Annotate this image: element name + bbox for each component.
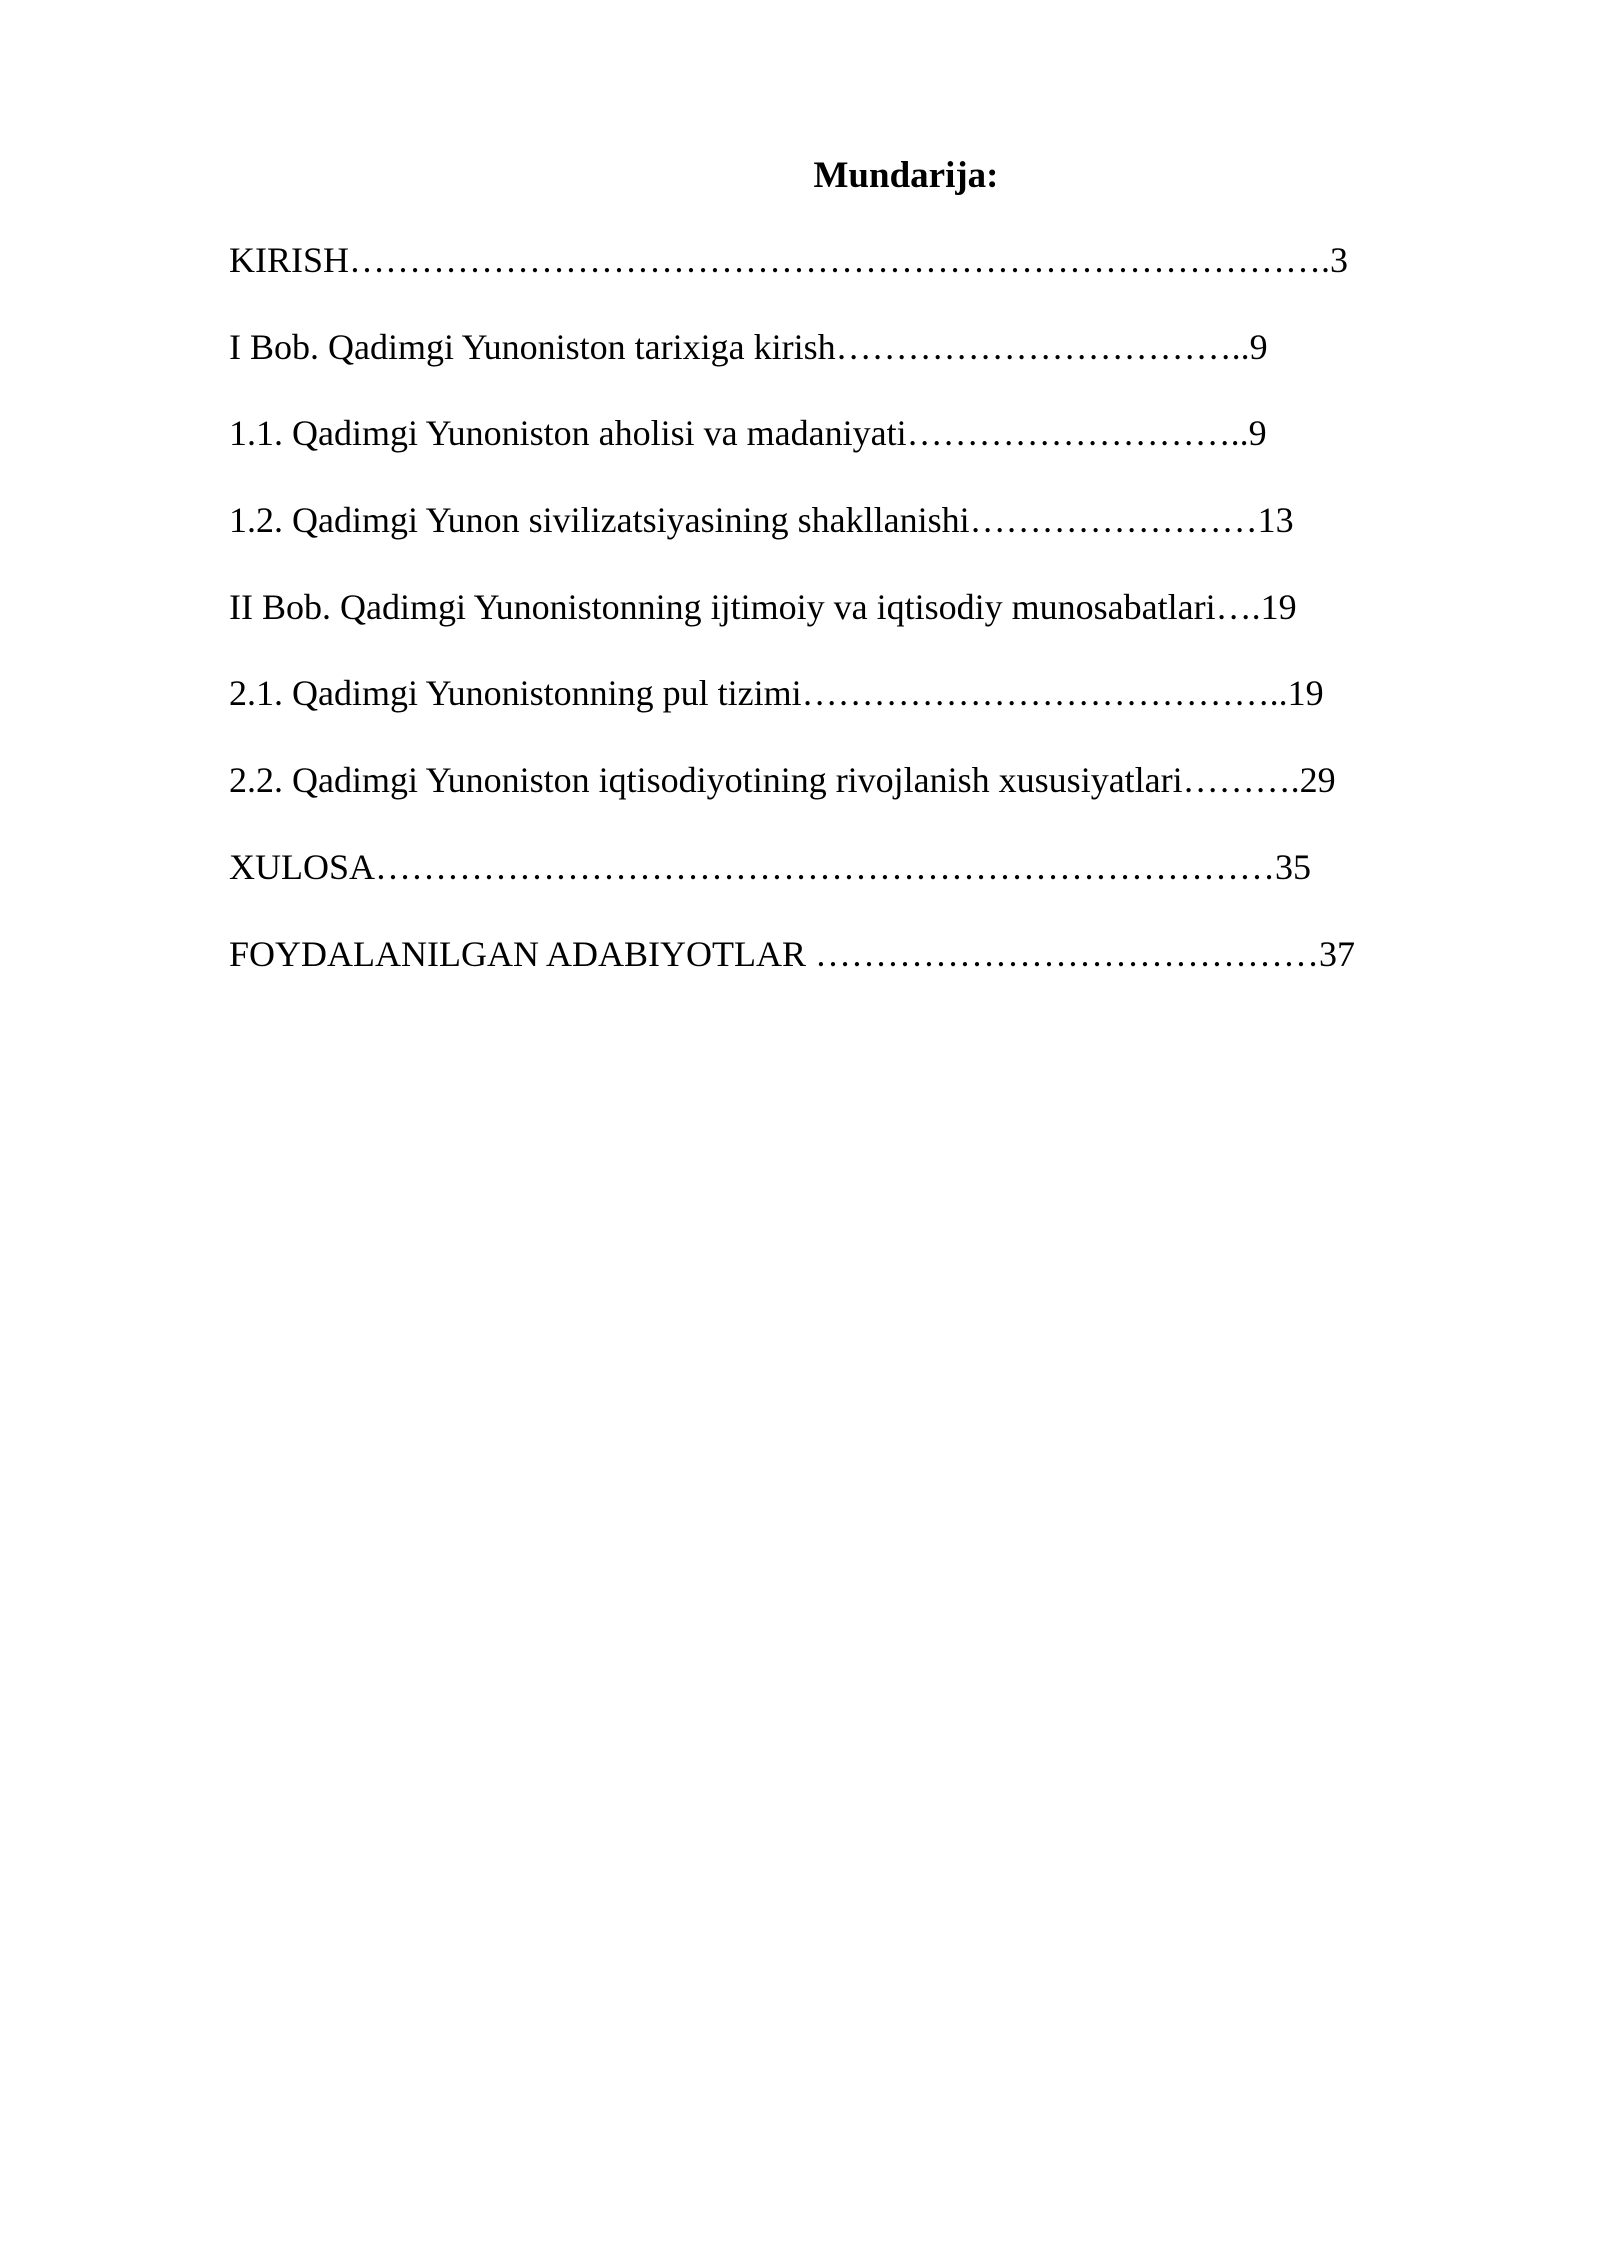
toc-entry-introduction: KIRISH……………………………………………………………………….3 bbox=[229, 240, 1349, 280]
table-of-contents bbox=[229, 234, 1355, 1014]
toc-entry-section-1-1: 1.1. Qadimgi Yunoniston aholisi va madaniyati………………………..9 bbox=[229, 413, 1267, 454]
toc-entry-references: FOYDALANILGAN ADABIYOTLAR ……………………………………37 bbox=[229, 933, 1355, 974]
toc-entry-chapter-2: II Bob. Qadimgi Yunonistonning ijtimoiy va iqtisodiy munosabatlari….19 bbox=[229, 586, 1297, 627]
toc-entry-section-2-1: 2.1. Qadimgi Yunonistonning pul tizimi…………………………………..19 bbox=[229, 673, 1324, 714]
toc-entry-section-1-2: 1.2. Qadimgi Yunon sivilizatsiyasining shakllanishi……………………13 bbox=[229, 500, 1294, 541]
toc-entry-conclusion: XULOSA…………………………………………………………………35 bbox=[229, 846, 1312, 887]
toc-entry-section-2-2: 2.2. Qadimgi Yunoniston iqtisodiyotining rivojlanish xususiyatlari……….29 bbox=[229, 760, 1336, 801]
toc-title: Mundarija: bbox=[813, 155, 999, 196]
toc-entry-chapter-1: I Bob. Qadimgi Yunoniston tarixiga kirish……………………………..9 bbox=[229, 326, 1268, 367]
